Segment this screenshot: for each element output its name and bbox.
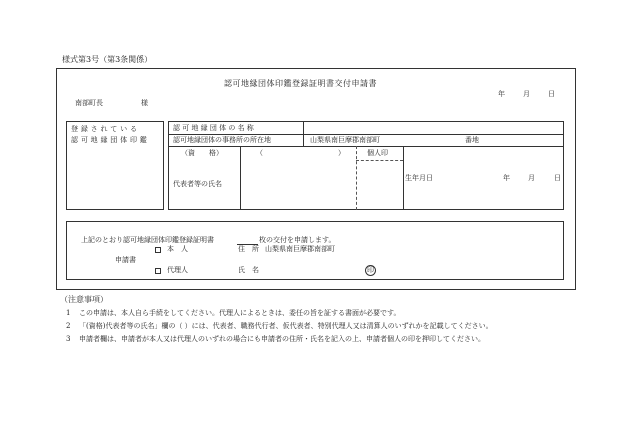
applicant-label: 申請書 — [115, 256, 136, 264]
seal-mark-icon: 印 — [367, 266, 374, 274]
birth-day-label: 日 — [554, 174, 561, 182]
birth-date-label: 生年月日 — [405, 174, 433, 182]
note-text: 「(資格)代表者等の氏名」欄の（ ）には、代表者、職務代行者、仮代表者、特別代理人又は清算人のいずれかを記載してください。 — [79, 322, 493, 330]
address-value: 山梨県南巨摩郡南部町 — [265, 245, 335, 253]
qualification-label: （資 格） — [181, 149, 223, 157]
form-number: 様式第3号（第3条関係） — [62, 55, 153, 64]
office-address-label: 認可地縁団体の事務所の所在地 — [173, 136, 271, 144]
name-label: 氏 名 — [238, 266, 259, 274]
office-address-suffix: 番地 — [465, 136, 479, 144]
note-number: 2 — [66, 322, 71, 330]
page-title: 認可地縁団体印鑑登録証明書交付申請書 — [224, 79, 377, 88]
application-sentence-prefix: 上記のとおり認可地縁団体印鑑登録証明書 — [81, 236, 214, 244]
personal-seal-header: 個人印 — [367, 149, 388, 157]
office-address-value: 山梨県南巨摩郡南部町 — [310, 136, 380, 144]
date-year-label: 年 — [498, 90, 505, 98]
addressee-honorific: 様 — [141, 99, 148, 107]
option-self-label: 本 人 — [167, 245, 188, 253]
date-month-label: 月 — [523, 90, 530, 98]
agent-checkbox[interactable] — [155, 268, 161, 274]
date-day-label: 日 — [548, 90, 555, 98]
note-number: 1 — [66, 309, 71, 317]
qualification-paren-open: （ — [256, 149, 263, 157]
representative-name-label: 代表者等の氏名 — [173, 180, 222, 188]
note-text: この申請は、本人自ら手続をしてください。代理人によるときは、委任の旨を証する書面が必要です。 — [79, 309, 401, 317]
note-text: 申請者欄は、申請者が本人又は代理人のいずれの場合にも申請者の住所・氏名を記入の上、申請者個人の印を押印してください。 — [79, 335, 485, 343]
registered-seal-label-1: 登 録 さ れ て い る — [71, 125, 138, 133]
registered-seal-box — [66, 121, 164, 210]
self-checkbox[interactable] — [155, 247, 161, 253]
birth-year-label: 年 — [503, 174, 510, 182]
addressee-name: 南部町長 — [75, 99, 103, 107]
qualification-paren-close: ） — [338, 149, 345, 157]
application-sentence-suffix: 枚の交付を申請します。 — [259, 236, 336, 244]
option-agent-label: 代理人 — [167, 266, 188, 274]
org-name-label: 認 可 地 縁 団 体 の 名 称 — [173, 124, 254, 132]
birth-month-label: 月 — [528, 174, 535, 182]
note-number: 3 — [66, 335, 71, 343]
address-label: 住 所 — [238, 245, 259, 253]
registered-seal-label-2: 認 可 地 縁 団 体 印 鑑 — [71, 136, 148, 144]
notes-heading: （注意事項） — [60, 295, 108, 304]
